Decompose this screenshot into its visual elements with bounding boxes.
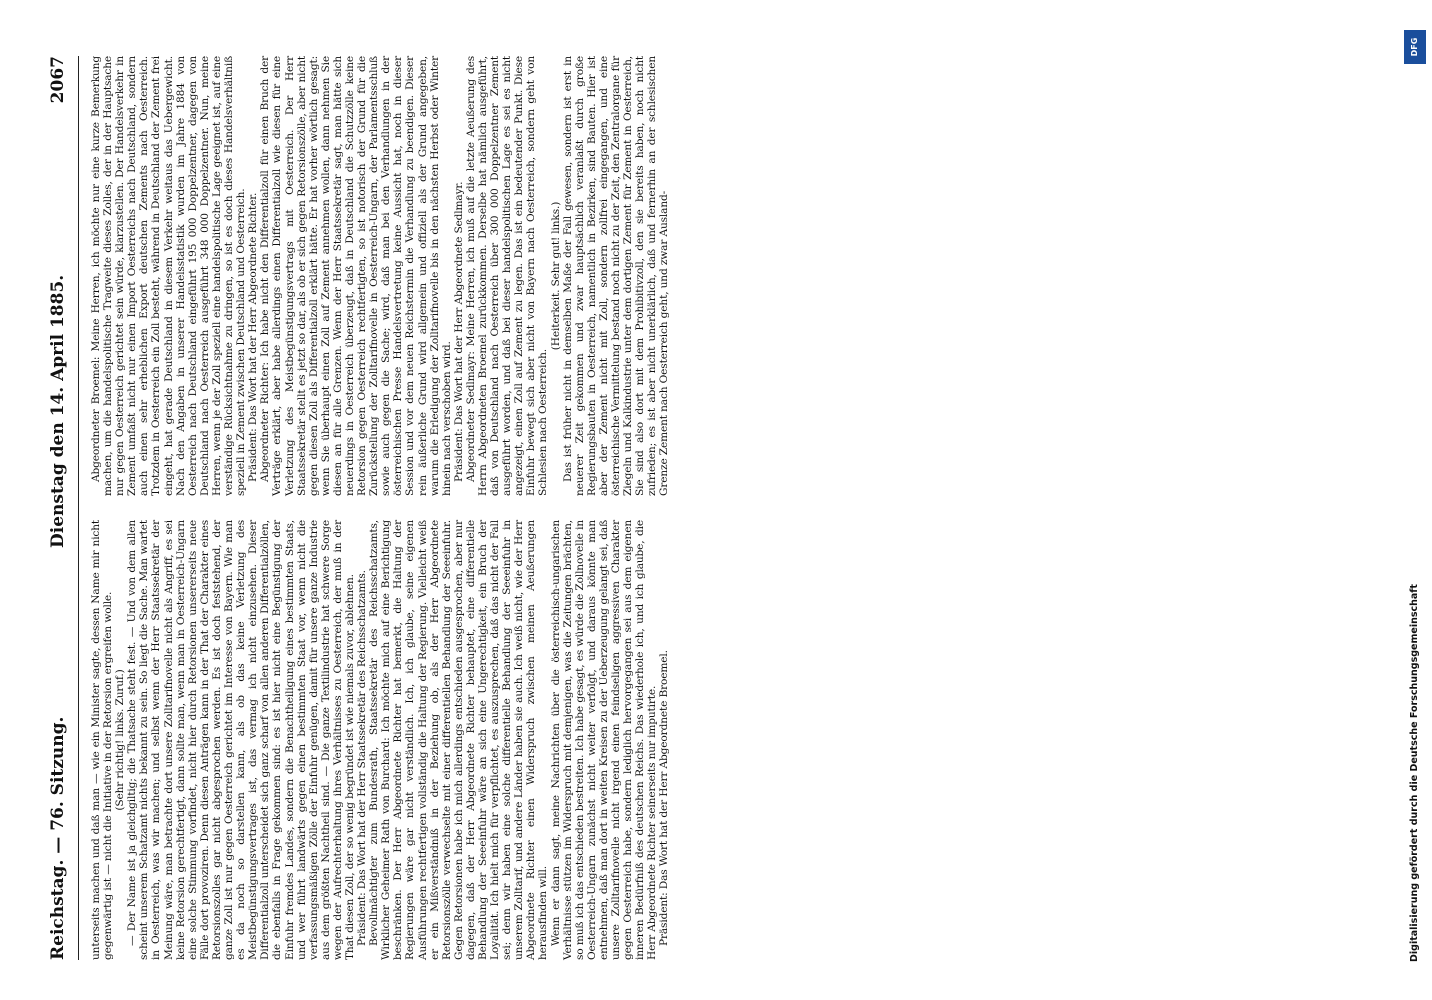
speaker-paragraph: Abgeordneter Sedlmayr: Meine Herren, ich muß auf die letzte Aeußerung des Herrn Abgeordneten Broemel zurückkommen. Derselbe hat nämlich ausgeführt, daß von Deutschland nach Oesterreich über 300 000 Doppelzentner Zement ausgeführt worden, und daß bei dieser handelspolitischen Lage es sei es nicht angezeigt, einen Zoll auf Zement zu legen. Das ist ein bedeutender Punkt. Diese Einfuhr bewegt sich aber nicht von Bayern nach Oesterreich, sondern geht von Schlesien nach Oesterreich.: [464, 56, 550, 496]
speaker-paragraph: Präsident: Das Wort hat der Herr Abgeordnete Richter.: [247, 192, 260, 482]
paragraph: Das ist früher nicht in demselben Maße der Fall gewesen, sondern ist erst in neuerer Zeit gekommen und zwar hauptsächlich veranlaßt durch große Regierungsbauten in Oesterreich, namentlich in Bezirken, sind Bauten. Hier ist aber der Zement nicht mit Zoll, sondern zollfrei eingegangen, und eine österreichische Vermittelung bestand noch nicht zu der Zeit, den Zentralorgane für Ziegeln und Kalkindustrie unter dem dortigen Zement für Zement in Oesterreich, Sie sind also dort mit dem Prohibitivzoll, den sie bereits haben, noch nicht zufrieden; es ist aber nicht unerklärlich, daß und fernerhin an der schlesischen Grenze Zement nach Oesterreich geht, und zwar Ausland-: [561, 56, 671, 496]
speaker-paragraph: Präsident: Das Wort hat der Herr Abgeordnete Broemel.: [658, 650, 671, 946]
dfg-credit-text: Digitalisierung gefördert durch die Deutsche Forschungsgemeinschaft: [1409, 584, 1420, 962]
paragraph: unterseits machen und daß man — wie ein Minister sagte, dessen Name mir nicht gegenwärtig ist — nicht die Initiative in der Retorsion ergreifen wolle.: [90, 520, 115, 960]
dfg-logo: DFG: [1404, 30, 1426, 64]
speaker-paragraph: Präsident: Das Wort hat der Herr Staatssekretär des Reichsschatzamts.: [356, 570, 369, 946]
interjection: (Heiterkeit. Sehr gut! links.): [549, 201, 562, 351]
header-rule: [78, 56, 79, 960]
header-page-number: 2067: [48, 56, 68, 104]
header-session: Reichstag. — 76. Sitzung.: [48, 716, 68, 960]
dfg-credit-strip: [1400, 30, 1430, 970]
speaker-paragraph: Bevollmächtigter zum Bundesrath, Staatssekretär des Reichsschatzamts, Wirklicher Geheimer Rath von Burchard: Ich möchte mich auf eine Berichtigung beschränken. Der Herr Abgeordnete Richter hat bemerkt, die Haltung der Regierungen wäre gar nicht verständlich. Ich, ich glaube, seine eigenen Ausführungen rechtfertigen vollständig die Haltung der Regierung. Vielleicht weiß er ein Mißverständniß in der Beziehung ob, als der Herr Abgeordnete Retorsionszölle verwechselte mit einer differentiellen Behandlung der Seeeinfuhr. Gegen Retorsionen habe ich mich allerdings entschieden ausgesprochen, aber nur dagegen, daß der Herr Abgeordnete Richter behauptet, eine differentielle Behandlung der Seeeinfuhr wäre an sich eine Ungerechtigkeit, ein Bruch der Loyalität. Ich hielt mich für verpflichtet, es auszusprechen, daß das nicht der Fall sei; denn wir haben eine solche differentielle Behandlung der Seeeinfuhr in unserem Zolltarif, und andere Länder haben sie auch. Ich weiß nicht, wie der Herr Abgeordnete Richter einen Widerspruch zwischen meinen Aeußerungen herausfinden will.: [368, 520, 550, 960]
right-column: [90, 56, 671, 496]
header-date: Dienstag den 14. April 1885.: [48, 274, 68, 548]
speaker-paragraph: Abgeordneter Richter: Ich habe nicht den Differentialzoll für einen Bruch der Verträge erklärt, aber habe allerdings einen Differentialzoll wie diesen für eine Verletzung des Meistbegünstigungsvertrags mit Oesterreich. Der Herr Staatssekretär stellt es jetzt so dar, als ob er sich gegen Retorsionszölle, aber nicht gegen diesen Zoll als Differentialzoll erklärt hätte. Er hat vorher wörtlich gesagt: wenn Sie überhaupt einen Zoll auf Zement annehmen wollen, dann nehmen Sie diesen an für alle Grenzen. Wenn der Herr Staatssekretär sagt, man hätte sich neuerdings in Oesterreich überzeugt, daß in Deutschland die Schutzzölle keine Retorsion gegen Oesterreich rechtfertigten, so ist notorisch der Grund für die Zurückstellung der Zolltarifnovelle in Oesterreich-Ungarn, der Parlamentsschluß sowie auch gegen die Sache; wird, daß man bei den Verhandlungen in der österreichischen Presse Handelsvertretung keine Aussicht hat, noch in dieser Session und vor dem neuen Reichstermin die Verhandlung zu beendigen. Dieser rein äußerliche Grund wird allgemein und offiziell als der Grund angegeben, warum die Erledigung der Zolltarifnovelle bis in den nächsten Herbst oder Winter hinein nach verschoben wird.: [259, 56, 453, 496]
paragraph: Wenn er dann sagt, meine Nachrichten über die österreichisch-ungarischen Verhältnisse stützen im Widerspruch mit demjenigen, was die Zeitungen brächten, so muß ich das entschieden bestreiten. Ich habe gesagt, es würde die Zollnovelle in Oesterreich-Ungarn zunächst nicht weiter verfolgt, und daraus könnte man entnehmen, daß man dort in weiten Kreisen zu der Ueberzeugung gelangt sei, daß unsere Zolltarifnovelle nicht irgend einen feindseligen aggressiven Charakter gegen Oesterreich habe, sondern lediglich hervorgegangen sei aus dem eigenen inneren Bedürfniß des deutschen Reichs. Das wiederhole ich, und ich glaube, die Herr Abgeordnete Richter seinerseits nur imputirte.: [549, 520, 659, 960]
paragraph: — Der Name ist ja gleichgiltig; die Thatsache steht fest. — Und von dem allen scheint unserem Schatzamt nichts bekannt zu sein. So liegt die Sache. Man wartet in Oesterreich, was wir machen; und selbst wenn der Herr Staatssekretär der Meinung wäre, man betrachte dort unsere Zolltarifnovelle nicht als Angriff, es sei keine Retorsion gerechtfertigt, dann sollte man, wenn man in Oesterreich-Ungarn eine solche Stimmung vorfindet, nicht hier durch Retorsionen unsererseits neue Fälle dort provoziren. Denn diesen Anträgen kann in der That der Charakter eines Retorsionszolles gar nicht abgesprochen werden. Es ist doch feststehend, der ganze Zoll ist nur gegen Oesterreich gerichtet im Interesse von Bayern. Wie man es da noch so darstellen kann, als ob das keine Verletzung des Meistbegünstigungsvertrages ist, das vermag ich nicht einzusehen. Dieser Differentialzoll unterscheidet sich ganz scharf von allen anderen Differentialzöllen, die ebenfalls in Frage gekommen sind: es ist hier nicht eine Begünstigung der Einfuhr fremdes Landes, sondern die Benachtheiligung eines bestimmten Staats, und wer führt landwärts gegen einen bestimmten Staat vor, wenn nicht die verfassungsmäßigen Zölle der Einfuhr genügen, damit für unsere ganze Industrie aus dem größten Nachtheil sind. — Die ganze Textilindustrie hat schwere Sorge wegen der Aufrechterhaltung ihres Verhältnisses zu Oesterreich, der muß in der That diesen Zoll, der so wenig begründet ist wie niemals zuvor, ablehnen.: [126, 520, 356, 960]
speaker-paragraph: Präsident: Das Wort hat der Herr Abgeordnete Sedlmayr.: [452, 181, 465, 482]
page-header: [48, 56, 72, 960]
left-column: [90, 520, 671, 960]
speaker-paragraph: Abgeordneter Broemel: Meine Herren, ich möchte nur eine kurze Bemerkung machen, um die handelspolitische Tragweite dieses Zolles, der in der Hauptsache nur gegen Oesterreich gerichtet sein würde, klarzustellen. Der Handelsverkehr in Zement umfaßt nicht nur einen Import Oesterreichs nach Deutschland, sondern auch einen sehr erheblichen Export deutschen Zements nach Oesterreich. Trotzdem in Oesterreich ein Zoll besteht, während in Deutschland der Zement frei eingeht, hat gerade Deutschland in diesem Verkehr weitaus das Uebergewicht. Nach den Angaben in unserer Handelsstatistik wurden im Jahre 1884 von Oesterreich nach Deutschland eingeführt 195 000 Doppelzentner, dagegen von Deutschland nach Oesterreich ausgeführt 348 000 Doppelzentner. Nun, meine Herren, wenn je der Zoll speziell eine handelspolitische Lage geeignet ist, auf eine verständige Rücksichtnahme zu dringen, so ist es doch dieses Handelsverhältniß speziell in Zement zwischen Deutschland und Oesterreich.: [90, 56, 248, 496]
interjection: (Sehr richtig! links. Zuruf.): [114, 669, 127, 811]
